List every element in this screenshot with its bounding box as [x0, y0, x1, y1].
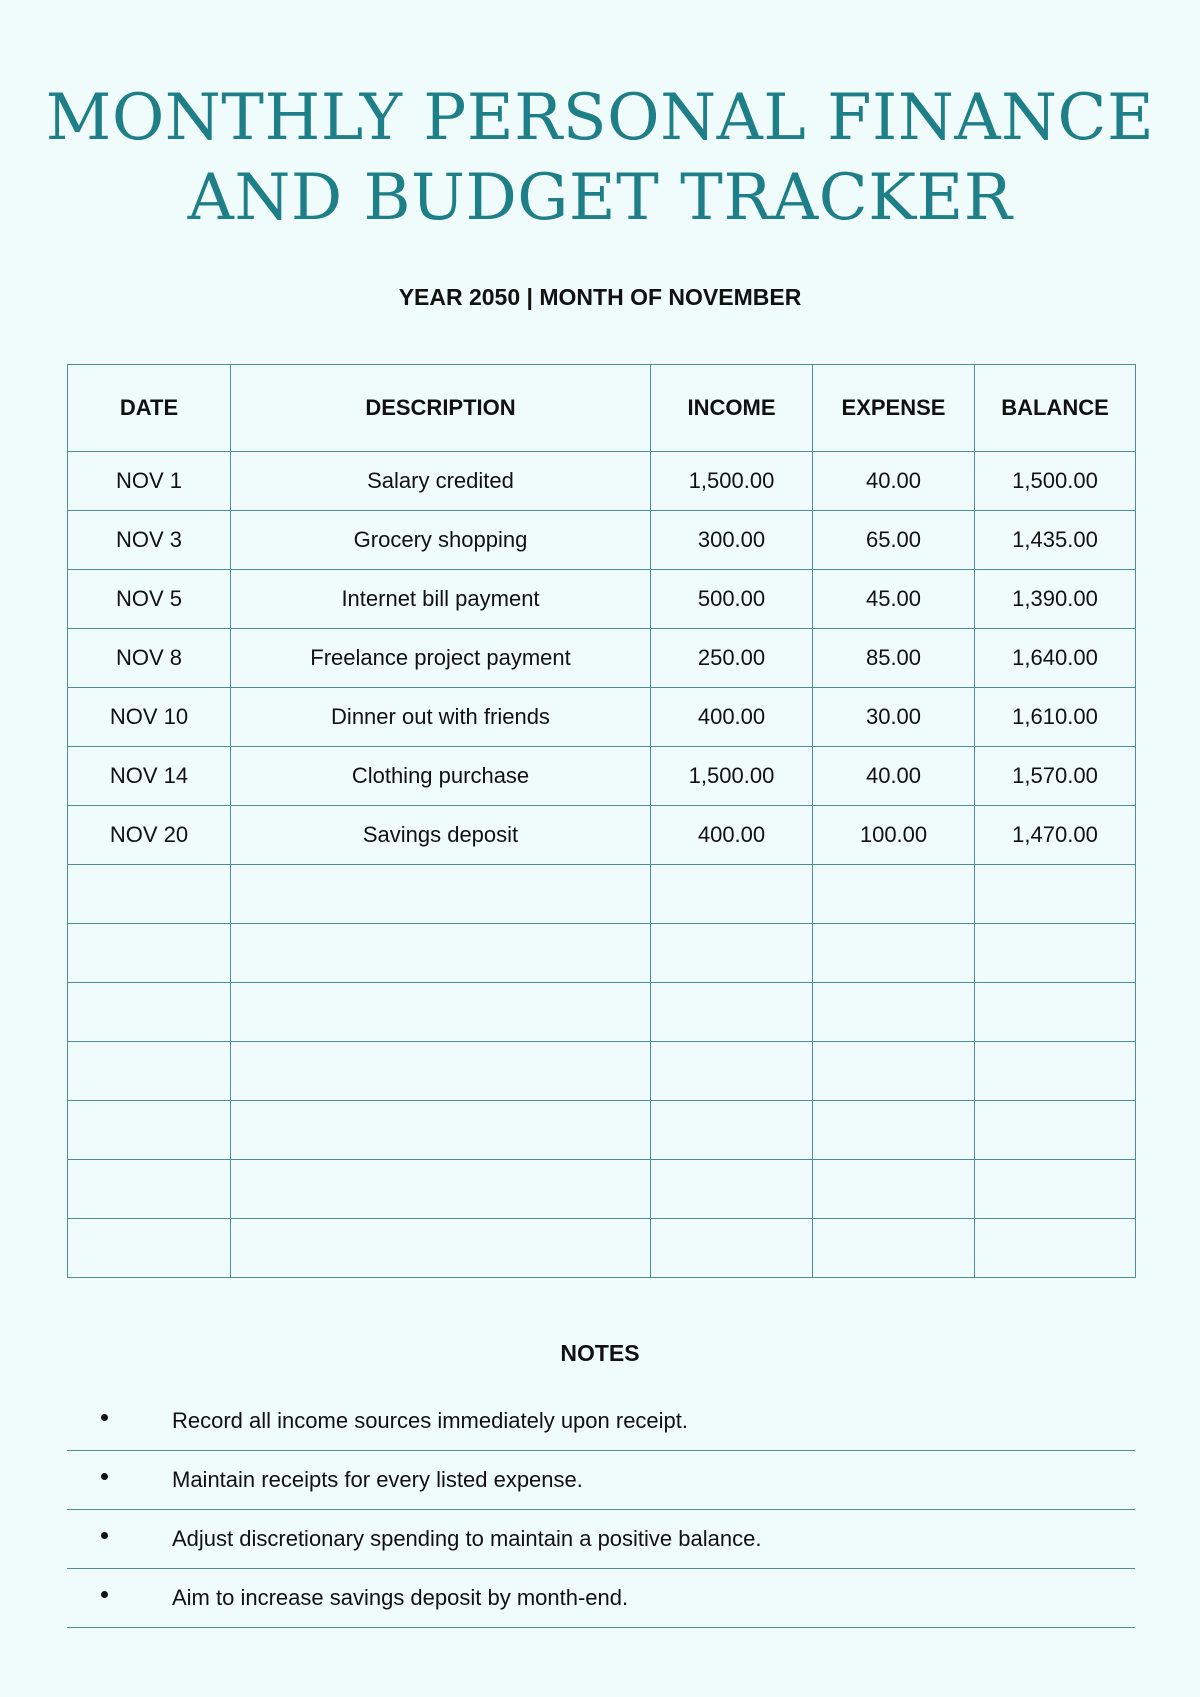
- cell-balance: 1,435.00: [975, 511, 1136, 570]
- cell-description: Dinner out with friends: [231, 688, 651, 747]
- cell-date: NOV 3: [68, 511, 231, 570]
- table-header-row: [68, 365, 1136, 452]
- cell-description-empty: [231, 983, 651, 1042]
- table-row: [68, 570, 1136, 629]
- cell-description-empty: [231, 924, 651, 983]
- cell-description-empty: [231, 1101, 651, 1160]
- note-item: [67, 1569, 1135, 1628]
- cell-income: 400.00: [651, 806, 813, 865]
- cell-income-empty: [651, 983, 813, 1042]
- cell-balance-empty: [975, 983, 1136, 1042]
- cell-date-empty: [68, 1042, 231, 1101]
- cell-description: Grocery shopping: [231, 511, 651, 570]
- table-row-empty: [68, 983, 1136, 1042]
- header-date: DATE: [68, 365, 231, 452]
- table-row: [68, 747, 1136, 806]
- cell-expense-empty: [813, 1042, 975, 1101]
- cell-date: NOV 20: [68, 806, 231, 865]
- cell-description: Salary credited: [231, 452, 651, 511]
- cell-date-empty: [68, 1101, 231, 1160]
- cell-date-empty: [68, 865, 231, 924]
- cell-expense-empty: [813, 865, 975, 924]
- cell-income: 500.00: [651, 570, 813, 629]
- header-expense: EXPENSE: [813, 365, 975, 452]
- cell-expense: 45.00: [813, 570, 975, 629]
- notes-title: NOTES: [560, 1340, 640, 1366]
- page-title-line-1: MONTHLY PERSONAL FINANCE: [45, 81, 1155, 155]
- table-row-empty: [68, 1101, 1136, 1160]
- cell-balance-empty: [975, 924, 1136, 983]
- cell-balance-empty: [975, 1101, 1136, 1160]
- cell-description: Savings deposit: [231, 806, 651, 865]
- cell-balance: 1,390.00: [975, 570, 1136, 629]
- cell-income: 250.00: [651, 629, 813, 688]
- cell-balance: 1,640.00: [975, 629, 1136, 688]
- cell-balance-empty: [975, 1042, 1136, 1101]
- note-item: [67, 1451, 1135, 1510]
- cell-balance-empty: [975, 865, 1136, 924]
- cell-date-empty: [68, 1160, 231, 1219]
- note-item: [67, 1392, 1135, 1451]
- cell-description: Clothing purchase: [231, 747, 651, 806]
- cell-description: Internet bill payment: [231, 570, 651, 629]
- cell-expense: 65.00: [813, 511, 975, 570]
- table-row-empty: [68, 1160, 1136, 1219]
- cell-expense: 30.00: [813, 688, 975, 747]
- cell-income: 400.00: [651, 688, 813, 747]
- cell-date-empty: [68, 983, 231, 1042]
- cell-date: NOV 14: [68, 747, 231, 806]
- cell-expense-empty: [813, 1219, 975, 1278]
- cell-expense-empty: [813, 983, 975, 1042]
- cell-income-empty: [651, 924, 813, 983]
- table-row-empty: [68, 924, 1136, 983]
- note-text: Maintain receipts for every listed expense.: [172, 1467, 583, 1492]
- table-row: [68, 629, 1136, 688]
- cell-date-empty: [68, 924, 231, 983]
- cell-balance: 1,500.00: [975, 452, 1136, 511]
- cell-date: NOV 8: [68, 629, 231, 688]
- page-title-line-2: AND BUDGET TRACKER: [187, 161, 1013, 235]
- cell-income-empty: [651, 1219, 813, 1278]
- period-subtitle: YEAR 2050 | MONTH OF NOVEMBER: [398, 284, 802, 310]
- note-item: [67, 1510, 1135, 1569]
- cell-description-empty: [231, 1042, 651, 1101]
- bullet-icon: [101, 1532, 108, 1539]
- table-row-empty: [68, 1219, 1136, 1278]
- notes-list: [67, 1392, 1135, 1628]
- cell-date: NOV 1: [68, 452, 231, 511]
- note-text: Record all income sources immediately upon receipt.: [172, 1408, 689, 1433]
- cell-income: 1,500.00: [651, 452, 813, 511]
- bullet-icon: [101, 1414, 108, 1421]
- note-text: Adjust discretionary spending to maintain a positive balance.: [172, 1526, 762, 1551]
- cell-balance: 1,570.00: [975, 747, 1136, 806]
- header-balance: BALANCE: [975, 365, 1136, 452]
- cell-expense: 40.00: [813, 747, 975, 806]
- bullet-icon: [101, 1591, 108, 1598]
- cell-income-empty: [651, 1042, 813, 1101]
- cell-description-empty: [231, 1219, 651, 1278]
- table-row: [68, 452, 1136, 511]
- cell-expense-empty: [813, 924, 975, 983]
- cell-income-empty: [651, 1101, 813, 1160]
- cell-date: NOV 10: [68, 688, 231, 747]
- table-row: [68, 806, 1136, 865]
- cell-balance-empty: [975, 1219, 1136, 1278]
- cell-balance: 1,470.00: [975, 806, 1136, 865]
- cell-expense: 100.00: [813, 806, 975, 865]
- header-income: INCOME: [651, 365, 813, 452]
- note-text: Aim to increase savings deposit by month-end.: [172, 1585, 629, 1610]
- cell-description-empty: [231, 1160, 651, 1219]
- table-row-empty: [68, 865, 1136, 924]
- budget-table: [67, 364, 1136, 1278]
- cell-description: Freelance project payment: [231, 629, 651, 688]
- cell-description-empty: [231, 865, 651, 924]
- header-description: DESCRIPTION: [231, 365, 651, 452]
- cell-balance-empty: [975, 1160, 1136, 1219]
- table-body: [68, 452, 1136, 1278]
- table-row: [68, 688, 1136, 747]
- cell-date-empty: [68, 1219, 231, 1278]
- cell-expense-empty: [813, 1101, 975, 1160]
- cell-income: 1,500.00: [651, 747, 813, 806]
- cell-expense: 40.00: [813, 452, 975, 511]
- page-title: [0, 78, 1200, 238]
- cell-income: 300.00: [651, 511, 813, 570]
- cell-expense-empty: [813, 1160, 975, 1219]
- cell-date: NOV 5: [68, 570, 231, 629]
- cell-balance: 1,610.00: [975, 688, 1136, 747]
- bullet-icon: [101, 1473, 108, 1480]
- table-row: [68, 511, 1136, 570]
- cell-income-empty: [651, 865, 813, 924]
- cell-expense: 85.00: [813, 629, 975, 688]
- table-row-empty: [68, 1042, 1136, 1101]
- cell-income-empty: [651, 1160, 813, 1219]
